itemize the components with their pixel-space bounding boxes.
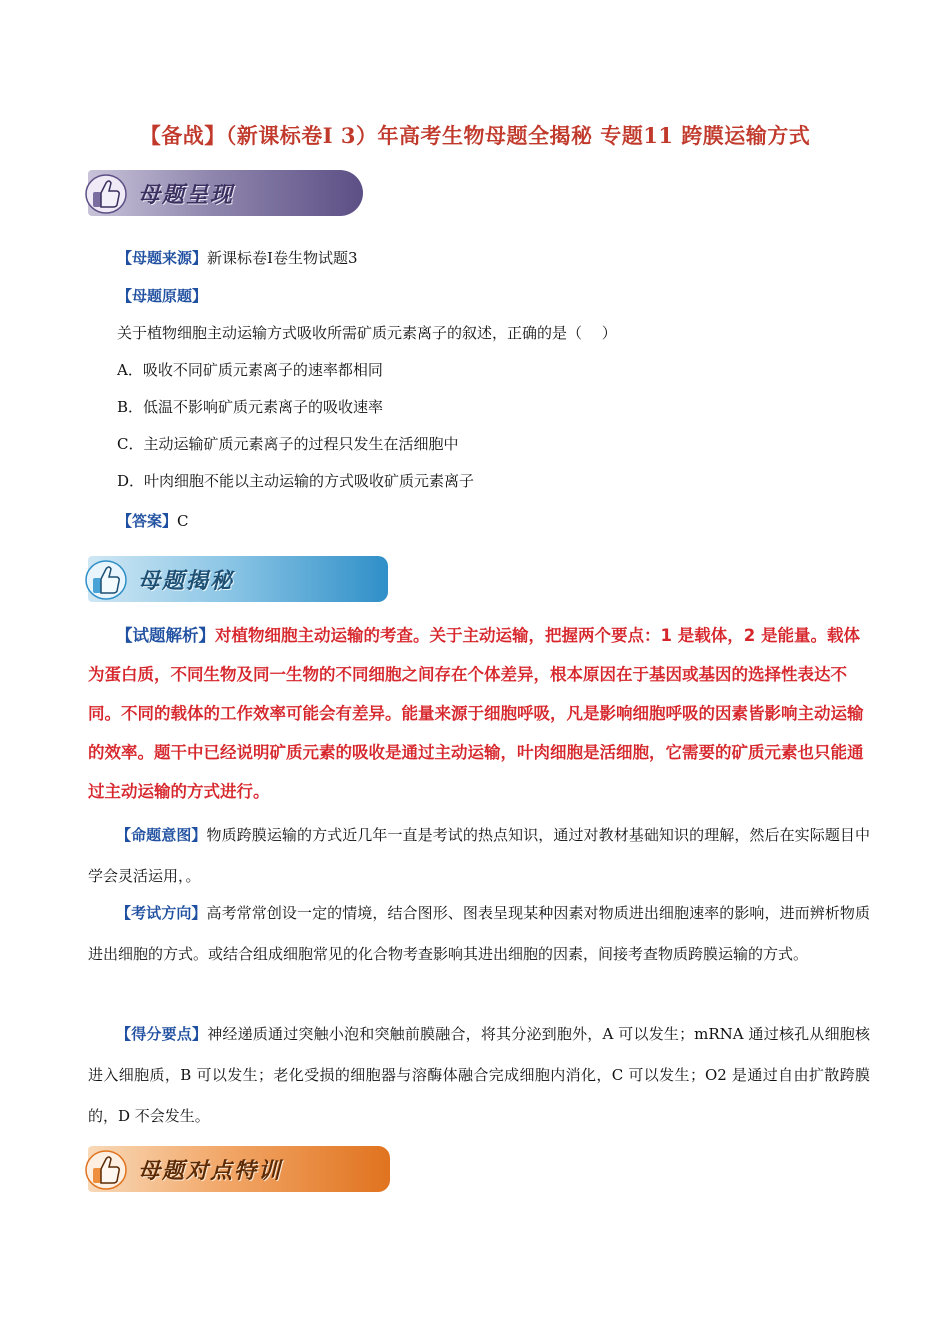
thumbs-up-icon [84, 171, 128, 215]
thumbs-up-icon [84, 557, 128, 601]
answer-tag: 【答案】 [117, 512, 178, 530]
option-c: C．主动运输矿质元素离子的过程只发生在活细胞中 [117, 435, 459, 453]
intent-text: 物质跨膜运输的方式近几年一直是考试的热点知识，通过对教材基础知识的理解，然后在实际题目中学会灵活运用，。 [88, 826, 870, 885]
question-stem: 关于植物细胞主动运输方式吸收所需矿质元素离子的叙述，正确的是（ ） [117, 324, 617, 342]
banner-label: 母题对点特训 [138, 1158, 283, 1184]
direction-paragraph [88, 893, 870, 975]
points-tag: 【得分要点】 [116, 1025, 208, 1043]
direction-tag: 【考试方向】 [116, 904, 207, 922]
source-line [117, 247, 358, 268]
document-title: 【备战】（新课标卷Ⅰ 3）年高考生物母题全揭秘 专题11 跨膜运输方式 [139, 123, 811, 148]
analysis-text: 对植物细胞主动运输的考查。关于主动运输，把握两个要点：1 是载体，2 是能量。载体为蛋白质，不同生物及同一生物的不同细胞之间存在个体差异，根本原因在于基因或基因的选择性表达不同。不同的载体的工作效率可能会有差异。能量来源于细胞呼吸，凡是影响细胞呼吸的因素皆影响主动运输的效率。题干中已经说明矿质元素的吸收是通过主动运输，叶肉细胞是活细胞，它需要的矿质元素也只能通过主动运输的方式进行。 [88, 626, 864, 801]
direction-text: 高考常常创设一定的情境，结合图形、图表呈现某种因素对物质进出细胞速率的影响，进而辨析物质进出细胞的方式。或结合组成细胞常见的化合物考查影响其进出细胞的因素，间接考查物质跨膜运输的方式。 [88, 904, 870, 963]
intent-tag: 【命题意图】 [116, 826, 207, 844]
answer-value: C [177, 512, 189, 530]
option-b: B．低温不影响矿质元素离子的吸收速率 [117, 398, 384, 416]
answer-line [117, 510, 189, 531]
source-tag: 【母题来源】 [117, 249, 208, 267]
section-banner-practice [88, 1146, 390, 1192]
banner-label: 母题呈现 [138, 182, 235, 208]
original-tag-line [117, 285, 207, 306]
points-text: 神经递质通过突触小泡和突触前膜融合，将其分泌到胞外，A 可以发生；mRNA 通过核孔从细胞核进入细胞质，B 可以发生；老化受损的细胞器与溶酶体融合完成细胞内消化，C 可以发生；O2 是通过自由扩散跨膜的，D 不会发生。 [88, 1025, 870, 1125]
thumbs-up-icon [84, 1147, 128, 1191]
banner-label: 母题揭秘 [138, 568, 235, 594]
section-banner-present [88, 170, 363, 216]
section-banner-reveal [88, 556, 388, 602]
points-paragraph [88, 1014, 870, 1137]
original-tag: 【母题原题】 [117, 287, 208, 305]
analysis-paragraph [88, 616, 870, 811]
source-text: 新课标卷Ⅰ卷生物试题3 [207, 249, 358, 267]
intent-paragraph [88, 815, 870, 897]
option-a: A．吸收不同矿质元素离子的速率都相同 [117, 361, 383, 379]
analysis-tag: 【试题解析】 [116, 626, 215, 645]
option-d: D．叶肉细胞不能以主动运输的方式吸收矿质元素离子 [117, 472, 475, 490]
